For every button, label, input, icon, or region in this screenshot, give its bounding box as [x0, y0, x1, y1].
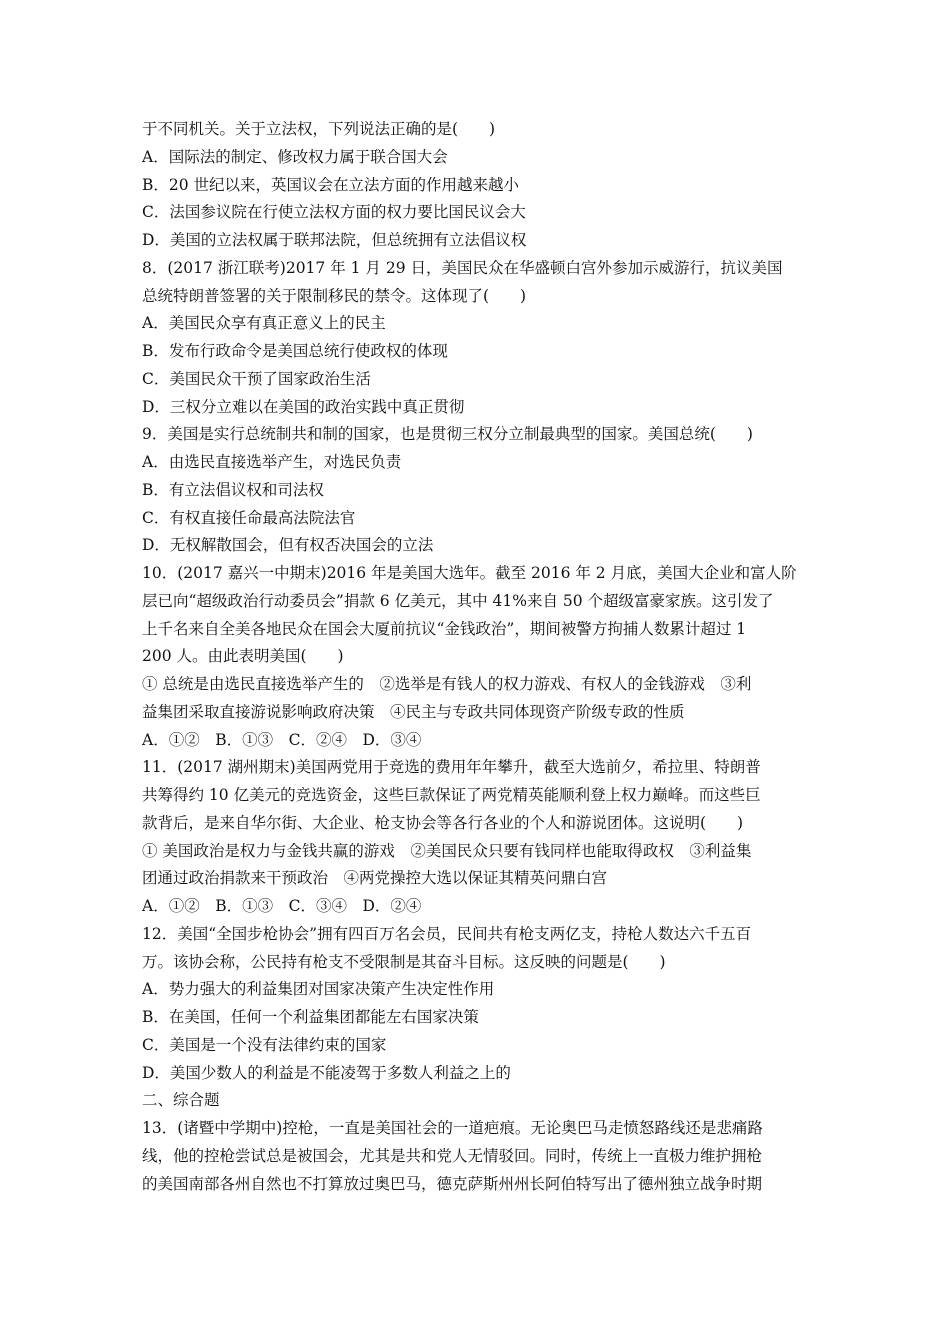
text-line: 总统特朗普签署的关于限制移民的禁令。这体现了( )	[142, 286, 527, 305]
text-line: D．三权分立难以在美国的政治实践中真正贯彻	[142, 397, 465, 416]
text-line: ① 总统是由选民直接选举产生的 ②选举是有钱人的权力游戏、有权人的金钱游戏 ③利	[142, 675, 752, 693]
text-line: ① 美国政治是权力与金钱共赢的游戏 ②美国民众只要有钱同样也能取得政权 ③利益集	[142, 841, 752, 860]
document-body	[142, 116, 814, 1198]
text-line: 11．(2017 湖州期末)美国两党用于竞选的费用年年攀升，截至大选前夕，希拉里、特朗普	[142, 758, 761, 777]
text-line: C．法国参议院在行使立法权方面的权力要比国民议会大	[142, 203, 526, 222]
text-line: B．20 世纪以来，英国议会在立法方面的作用越来越小	[142, 175, 520, 194]
text-line: 8．(2017 浙江联考)2017 年 1 月 29 日，美国民众在华盛顿白宫外参加示威游行，抗议美国	[142, 258, 783, 277]
text-line: 200 人。由此表明美国( )	[142, 647, 344, 666]
section-heading: 二、综合题	[142, 1091, 220, 1110]
text-line: D．美国的立法权属于联邦法院，但总统拥有立法倡议权	[142, 231, 527, 249]
text-line: A．国际法的制定、修改权力属于联合国大会	[142, 147, 448, 166]
text-line: C．美国民众干预了国家政治生活	[142, 369, 371, 388]
text-line: D．无权解散国会，但有权否决国会的立法	[142, 536, 434, 555]
text-line: 上千名来自全美各地民众在国会大厦前抗议“金钱政治”，期间被警方拘捕人数累计超过 1	[142, 619, 747, 638]
text-line: 团通过政治捐款来干预政治 ④两党操控大选以保证其精英问鼎白宫	[142, 869, 608, 888]
text-line: 款背后，是来自华尔街、大企业、枪支协会等各行各业的个人和游说团体。这说明( )	[142, 813, 744, 832]
text-line: A．①② B．①③ C．②④ D．③④	[142, 730, 422, 749]
text-line: 10．(2017 嘉兴一中期末)2016 年是美国大选年。截至 2016 年 2 月底，美国大企业和富人阶	[142, 564, 797, 582]
text-line: 益集团采取直接游说影响政府决策 ④民主与专政共同体现资产阶级专政的性质	[142, 702, 685, 721]
text-line: 万。该协会称，公民持有枪支不受限制是其奋斗目标。这反映的问题是( )	[142, 952, 666, 971]
text-line: 于不同机关。关于立法权，下列说法正确的是( )	[142, 120, 496, 138]
text-line: D．美国少数人的利益是不能凌驾于多数人利益之上的	[142, 1063, 511, 1082]
text-line: A．势力强大的利益集团对国家决策产生决定性作用	[142, 980, 495, 999]
text-line: 线，他的控枪尝试总是被国会，尤其是共和党人无情驳回。同时，传统上一直极力维护拥枪	[142, 1146, 763, 1165]
text-line: A．由选民直接选举产生，对选民负责	[142, 453, 402, 471]
text-line: B．有立法倡议权和司法权	[142, 480, 324, 499]
text-line: 9．美国是实行总统制共和制的国家，也是贯彻三权分立制最典型的国家。美国总统( )	[142, 425, 753, 444]
text-line: B．发布行政命令是美国总统行使政权的体现	[142, 342, 448, 360]
text-line: A．①② B．①③ C．③④ D．②④	[142, 897, 422, 915]
text-line: 层已向“超级政治行动委员会”捐款 6 亿美元，其中 41%来自 50 个超级富豪家族。这引发了	[142, 591, 774, 610]
text-line: B．在美国，任何一个利益集团都能左右国家决策	[142, 1008, 479, 1026]
text-line: A．美国民众享有真正意义上的民主	[142, 314, 386, 333]
text-line: 共筹得约 10 亿美元的竞选资金，这些巨款保证了两党精英能顺利登上权力巅峰。而这些巨	[142, 786, 761, 804]
text-line: C．有权直接任命最高法院法官	[142, 508, 356, 527]
text-line: C．美国是一个没有法律约束的国家	[142, 1035, 387, 1054]
text-line: 13．(诸暨中学期中)控枪，一直是美国社会的一道疤痕。无论奥巴马走愤怒路线还是悲痛路	[142, 1119, 763, 1137]
text-line: 12．美国“全国步枪协会”拥有四百万名会员，民间共有枪支两亿支，持枪人数达六千五百	[142, 924, 752, 943]
text-line: 的美国南部各州自然也不打算放过奥巴马，德克萨斯州州长阿伯特写出了德州独立战争时期	[142, 1174, 763, 1193]
